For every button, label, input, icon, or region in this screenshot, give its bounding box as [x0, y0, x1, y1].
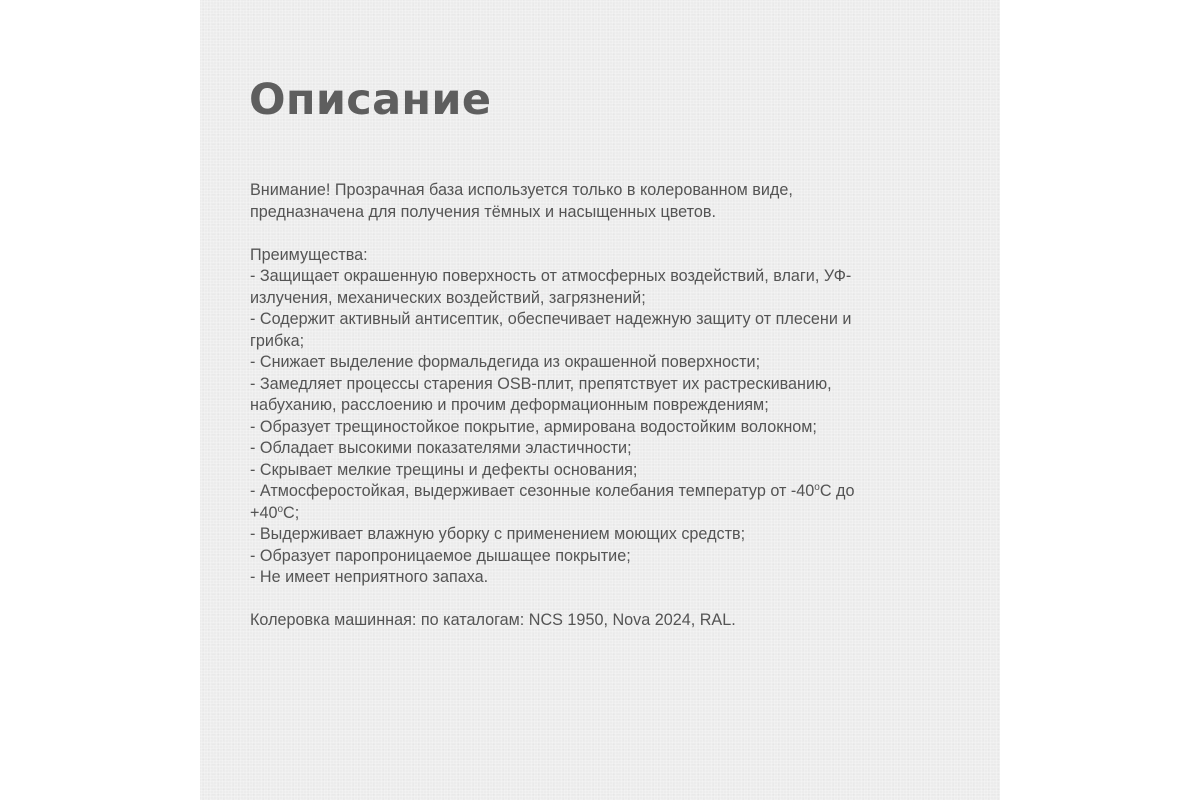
advantages-list	[250, 245, 970, 589]
paragraph-gap	[250, 589, 970, 611]
tinting-line: Колеровка машинная: по каталогам: NCS 1950, Nova 2024, RAL.	[250, 611, 736, 629]
list-item: - Защищает окрашенную поверхность от атмосферных воздействий, влаги, УФ-	[250, 267, 852, 285]
list-item: набуханию, расслоению и прочим деформационным повреждениям;	[250, 396, 769, 414]
description-panel	[200, 0, 1000, 800]
list-item: излучения, механических воздействий, загрязнений;	[250, 288, 646, 307]
paragraph-gap	[250, 223, 970, 245]
list-item: - Обладает высокими показателями эластичности;	[250, 439, 632, 457]
notice-line: предназначена для получения тёмных и насыщенных цветов.	[250, 202, 716, 221]
list-item: - Замедляет процессы старения OSB-плит, препятствует их растрескиванию,	[250, 374, 832, 393]
temperature-unit: С до	[819, 482, 855, 500]
list-item: - Снижает выделение формальдегида из окрашенной поверхности;	[250, 353, 761, 371]
list-item: - Скрывает мелкие трещины и дефекты основания;	[250, 460, 638, 479]
list-item: - Выдерживает влажную уборку с применением моющих средств;	[250, 525, 746, 543]
list-item-temperature	[250, 503, 970, 525]
page-title: Описание	[249, 75, 492, 125]
list-item: - Не имеет неприятного запаха.	[250, 568, 489, 586]
description-body	[250, 180, 970, 632]
list-item: - Образует паропроницаемое дышащее покрытие;	[250, 546, 631, 565]
notice-line: Внимание! Прозрачная база используется только в колерованном виде,	[250, 181, 793, 199]
temperature-text: +40	[250, 503, 278, 522]
degree-mark: o	[277, 503, 284, 515]
advantages-heading: Преимущества:	[250, 245, 368, 264]
list-item: грибка;	[250, 331, 305, 350]
list-item: - Образует трещиностойкое покрытие, армирована водостойким волокном;	[250, 417, 817, 436]
tinting-paragraph	[250, 610, 970, 632]
degree-mark: o	[814, 482, 820, 493]
temperature-text: - Атмосферостойкая, выдерживает сезонные колебания температур от -40	[250, 482, 815, 500]
list-item: - Содержит активный антисептик, обеспечивает надежную защиту от плесени и	[250, 310, 852, 328]
temperature-unit: С;	[283, 503, 300, 522]
notice-paragraph	[250, 180, 970, 223]
list-item-temperature	[250, 481, 970, 503]
